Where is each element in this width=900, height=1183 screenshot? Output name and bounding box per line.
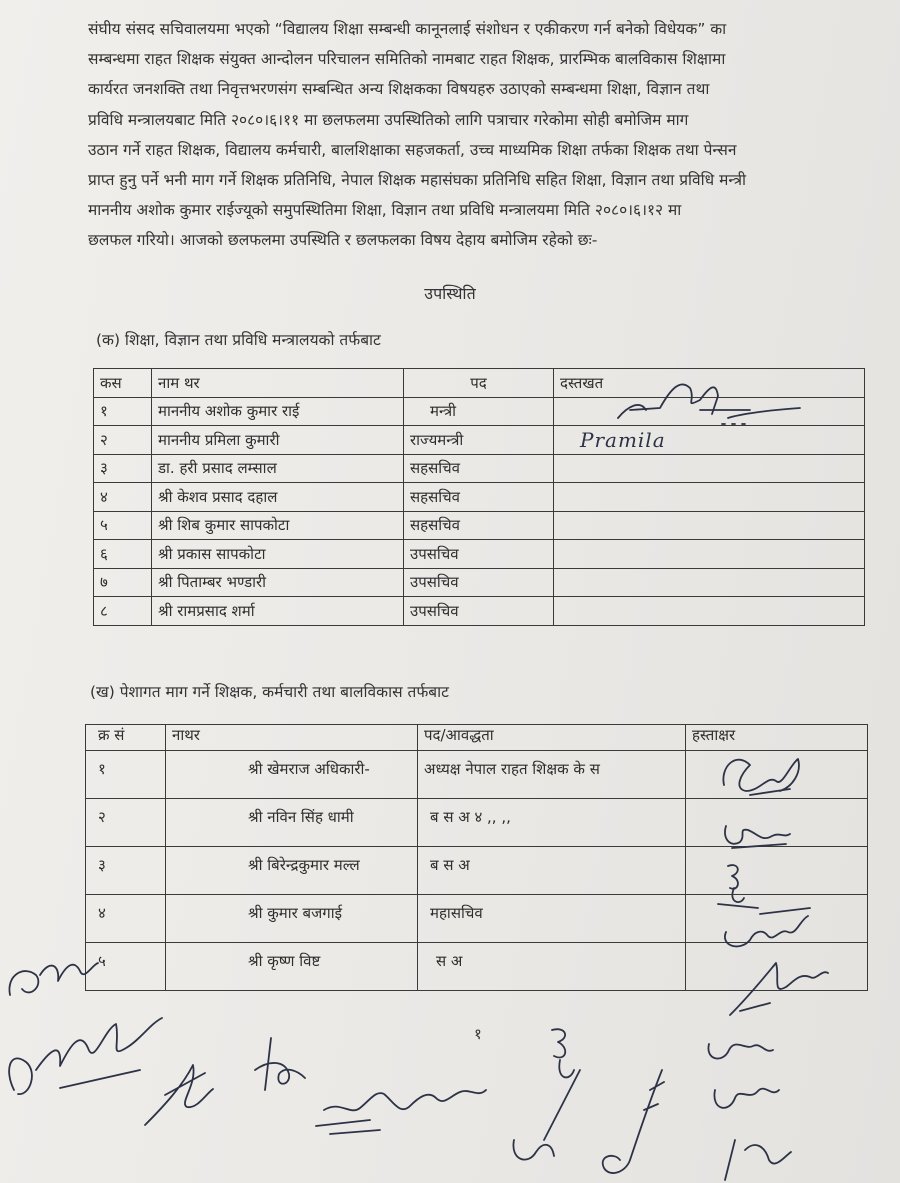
intro-line: सम्बन्धमा राहत शिक्षक संयुक्त आन्दोलन परिचालन समितिको नामबाट राहत शिक्षक, प्रारम्भिक बालविकास शिक्षामा xyxy=(88,50,726,69)
row-name: श्री शिब कुमार सापकोटा xyxy=(152,511,404,540)
row-post: सहसचिव xyxy=(404,483,554,512)
row-post: अध्यक्ष नेपाल राहत शिक्षक के स xyxy=(418,751,686,799)
intro-line: प्रविधि मन्त्रालयबाट मिति २०८०।६।११ मा छलफलमा उपस्थितिको लागि पत्राचार गरेकोमा सोही बमोजिम माग xyxy=(88,110,689,129)
table-row xyxy=(94,483,865,512)
row-post: स अ xyxy=(418,943,686,991)
row-name: श्री नविन सिंह धामी xyxy=(166,799,418,847)
row-sn: २ xyxy=(94,426,152,455)
row-sn: ३ xyxy=(86,847,166,895)
table-row xyxy=(94,540,865,569)
section-b-title: (ख) पेशागत माग गर्ने शिक्षक, कर्मचारी तथा बालविकास तर्फबाट xyxy=(90,683,449,701)
row-sn: ३ xyxy=(94,454,152,483)
signature-row-1 xyxy=(710,745,810,805)
row-name: श्री बिरेन्द्रकुमार मल्ल xyxy=(166,847,418,895)
intro-line: कार्यरत जनशक्ति तथा निवृत्तभरणसंग सम्बन्धित अन्य शिक्षकका विषयहरु उठाएको सम्बन्धमा शिक्षा, विज्ञान तथा xyxy=(88,80,710,99)
row-signature xyxy=(554,511,865,540)
signature-row-2 xyxy=(712,808,802,858)
row-sn: ५ xyxy=(86,943,166,991)
header-sn: कस xyxy=(94,369,152,398)
row-signature xyxy=(554,597,865,626)
intro-line: संघीय संसद सचिवालयमा भएको “विद्यालय शिक्षा सम्बन्धी कानूनलाई संशोधन र एकीकरण गर्न बनेको विधेयक” का xyxy=(88,20,727,38)
margin-signature-1 xyxy=(0,945,110,1015)
header-signature: दस्तखत xyxy=(554,369,865,398)
row-sn: ४ xyxy=(86,895,166,943)
row-signature xyxy=(554,483,865,512)
intro-line: माननीय अशोक कुमार राईज्यूको समुपस्थितिमा शिक्षा, विज्ञान तथा प्रविधि मन्त्रालयमा मिति २०८०।६।१२ मा xyxy=(88,201,682,220)
row-post: सहसचिव xyxy=(404,511,554,540)
row-sn: ७ xyxy=(94,568,152,597)
row-sn: ८ xyxy=(94,597,152,626)
row-post: महासचिव xyxy=(418,895,686,943)
margin-signature-7 xyxy=(590,1060,680,1183)
intro-line: उठान गर्ने राहत शिक्षक, विद्यालय कर्मचारी, बालशिक्षाका सहजकर्ता, उच्च माध्यमिक शिक्षा तर्फका शिक्षक तथा पेन्सन xyxy=(88,140,737,159)
row-sn: १ xyxy=(94,397,152,426)
section-a-title: (क) शिक्षा, विज्ञान तथा प्रविधि मन्त्रालयको तर्फबाट xyxy=(96,331,381,349)
row-name: श्री पिताम्बर भण्डारी xyxy=(152,568,404,597)
signature-row-5 xyxy=(710,955,840,1025)
margin-signature-3 xyxy=(135,1045,225,1135)
row-name: माननीय अशोक कुमार राई xyxy=(152,397,404,426)
table-row xyxy=(94,511,865,540)
header-name: नाम थर xyxy=(152,369,404,398)
intro-line: छलफल गरियो। आजको छलफलमा उपस्थिति र छलफलका विषय देहाय बमोजिम रहेको छः- xyxy=(88,231,598,250)
handwritten-signature-text: Pramila xyxy=(580,427,666,452)
row-sn: २ xyxy=(86,799,166,847)
header-sn: क्र सं xyxy=(86,725,166,751)
row-sn: १ xyxy=(86,751,166,799)
row-name: श्री केशव प्रसाद दहाल xyxy=(152,483,404,512)
header-post: पद xyxy=(404,369,554,398)
row-name: श्री कुमार बजगाई xyxy=(166,895,418,943)
signature-minister xyxy=(600,370,810,430)
row-signature xyxy=(554,454,865,483)
row-name: डा. हरी प्रसाद लम्साल xyxy=(152,454,404,483)
row-name: श्री कृष्ण विष्ट xyxy=(166,943,418,991)
row-post: सहसचिव xyxy=(404,454,554,483)
margin-signature-5 xyxy=(310,1070,500,1150)
row-post: उपसचिव xyxy=(404,597,554,626)
row-name: श्री रामप्रसाद शर्मा xyxy=(152,597,404,626)
row-post: उपसचिव xyxy=(404,540,554,569)
row-name: श्री खेमराज अधिकारी- xyxy=(166,751,418,799)
header-post: पद/आवद्धता xyxy=(418,725,686,751)
row-post: राज्यमन्त्री xyxy=(404,426,554,455)
row-sn: ६ xyxy=(94,540,152,569)
row-post: ब स अ ४ ,, ,, xyxy=(418,799,686,847)
row-post: मन्त्री xyxy=(404,397,554,426)
row-signature xyxy=(554,568,865,597)
row-name: माननीय प्रमिला कुमारी xyxy=(152,426,404,455)
signature-row-4 xyxy=(710,898,820,958)
attendance-heading: उपस्थिति xyxy=(424,284,476,303)
margin-signature-8 xyxy=(695,1020,805,1183)
intro-paragraph xyxy=(88,14,868,256)
row-name: श्री प्रकास सापकोटा xyxy=(152,540,404,569)
header-name: नाथर xyxy=(166,725,418,751)
row-sn: ५ xyxy=(94,511,152,540)
table-row xyxy=(94,454,865,483)
intro-line: प्राप्त हुनु पर्ने भनी माग गर्ने शिक्षक प्रतिनिधि, नेपाल शिक्षक महासंघका प्रतिनिधि सहित शिक्षा, विज्ञान तथा प्रविधि मन्त्री xyxy=(88,171,747,190)
row-signature xyxy=(554,540,865,569)
margin-signature-4 xyxy=(245,1030,315,1100)
table-row xyxy=(94,597,865,626)
page-number: १ xyxy=(474,1025,482,1043)
header-signature: हस्ताक्षर xyxy=(686,725,868,751)
row-post: ब स अ xyxy=(418,847,686,895)
row-post: उपसचिव xyxy=(404,568,554,597)
table-row xyxy=(94,568,865,597)
row-sn: ४ xyxy=(94,483,152,512)
